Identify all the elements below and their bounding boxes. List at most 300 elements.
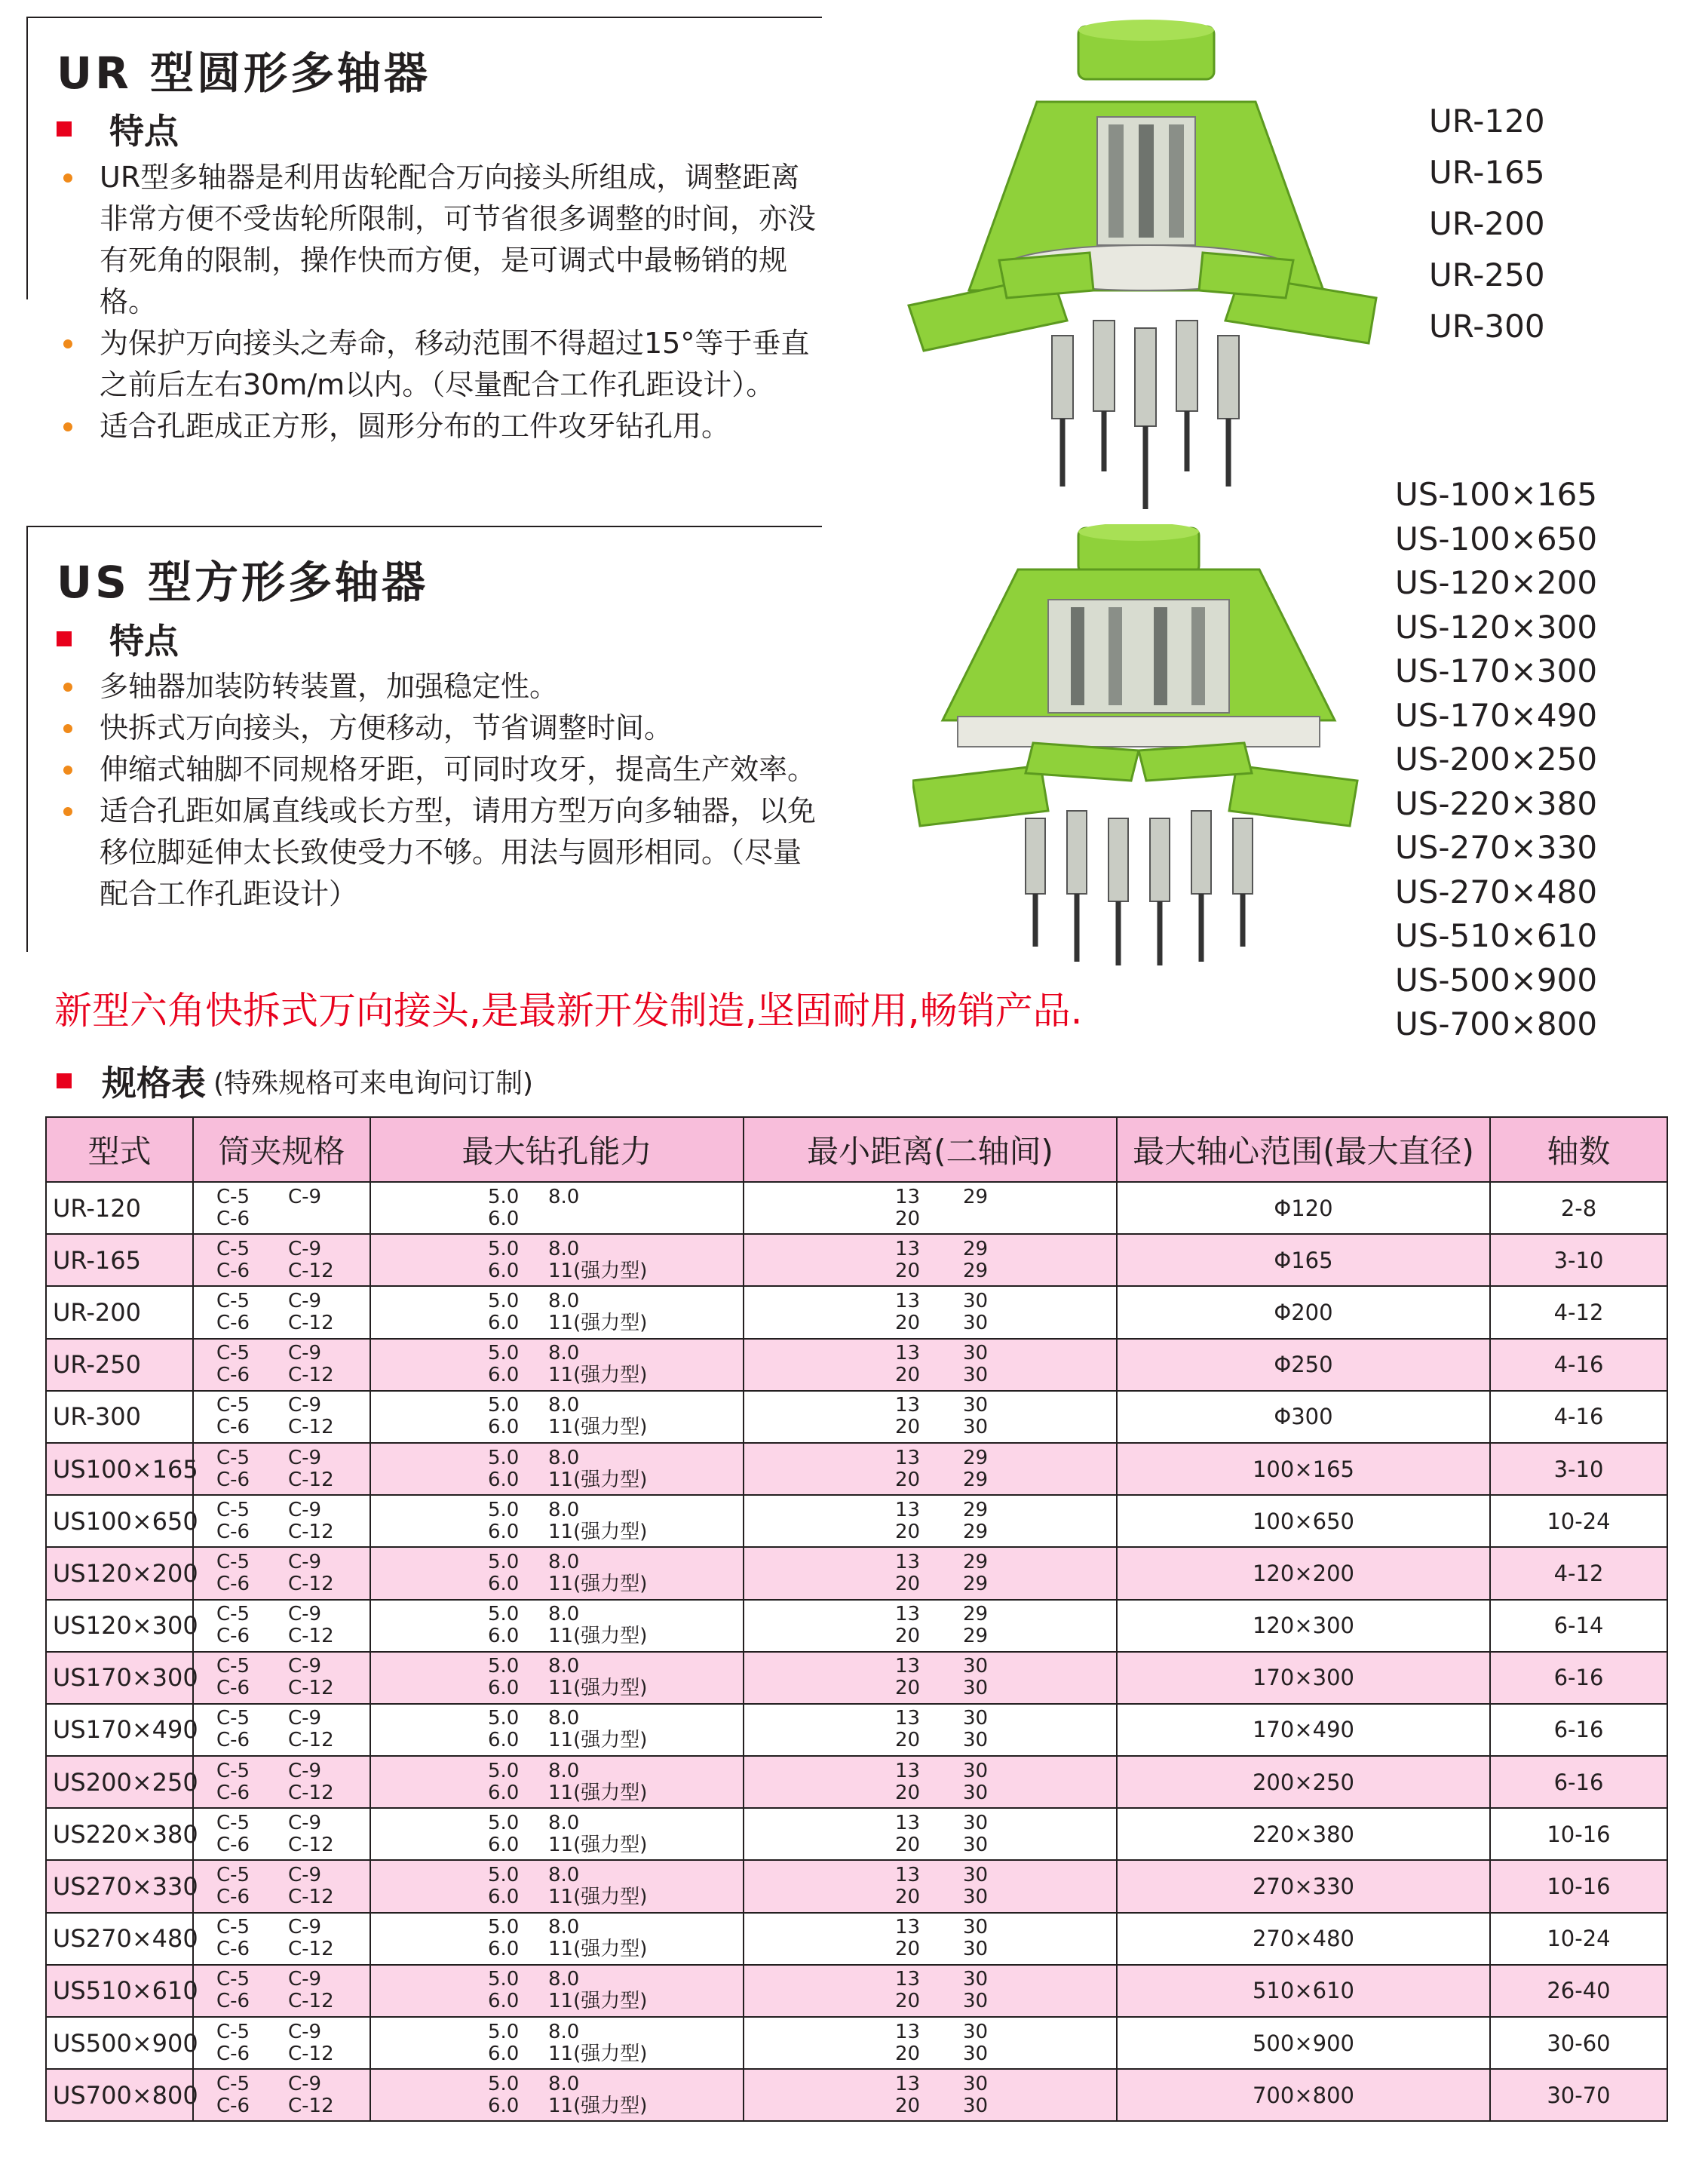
dist-line <box>895 1343 1116 1364</box>
cell-model: US500×900 <box>46 2017 193 2069</box>
drill-line <box>488 1991 743 2012</box>
clamp-values <box>194 2073 370 2117</box>
cell-range: 220×380 <box>1117 1808 1490 1860</box>
ur-section-title: UR 型圆形多轴器 <box>57 48 431 99</box>
clamp-value: C-5 <box>216 2072 250 2095</box>
us-features-label: 特点 <box>109 621 179 661</box>
clamp-value: C-6 <box>216 2094 250 2117</box>
ur-feature-item <box>62 323 816 406</box>
drill-values <box>371 1186 743 1230</box>
cell-clamp <box>193 1704 370 1756</box>
drill-value: 6.0 <box>488 1572 520 1595</box>
dist-values <box>744 1917 1116 1960</box>
dist-value: 20 <box>895 1938 921 1961</box>
orange-dot-icon <box>63 339 72 348</box>
cell-clamp <box>193 1808 370 1860</box>
clamp-line <box>216 1573 370 1595</box>
clamp-value: C-5 <box>216 1342 250 1365</box>
dist-values <box>744 1291 1116 1334</box>
drill-value: 11(强力型) <box>548 1259 648 1282</box>
drill-line <box>488 1552 743 1573</box>
clamp-value: C-9 <box>288 1237 322 1260</box>
dist-value: 29 <box>963 1603 989 1626</box>
cell-dist <box>744 1965 1117 2017</box>
dist-value: 13 <box>895 1759 921 1782</box>
clamp-value: C-12 <box>288 1677 334 1700</box>
drill-line <box>488 1782 743 1804</box>
dist-value: 13 <box>895 2020 921 2043</box>
drill-value: 8.0 <box>548 2072 580 2095</box>
drill-values <box>371 1604 743 1647</box>
dist-value: 20 <box>895 1781 921 1804</box>
dist-line <box>895 1938 1116 1960</box>
table-row <box>46 1391 1667 1443</box>
clamp-line <box>216 1969 370 1991</box>
dist-line <box>895 1708 1116 1730</box>
header-distance: 最小距离(二轴间) <box>744 1117 1117 1182</box>
drill-value: 8.0 <box>548 1237 580 1260</box>
cell-drill <box>370 1234 744 1286</box>
clamp-value: C-12 <box>288 1259 334 1282</box>
cell-drill <box>370 1965 744 2017</box>
drill-line <box>488 1417 743 1438</box>
drill-value: 5.0 <box>488 1185 520 1208</box>
red-square-icon <box>57 631 72 646</box>
dist-line <box>895 1260 1116 1282</box>
drill-value: 11(强力型) <box>548 1729 648 1752</box>
us-model-name: US-100×650 <box>1395 520 1598 557</box>
red-square-icon <box>57 1073 72 1088</box>
drill-line <box>488 1625 743 1647</box>
clamp-value: C-6 <box>216 1207 250 1230</box>
dist-values <box>744 1604 1116 1647</box>
drill-line <box>488 2073 743 2095</box>
clamp-line <box>216 1604 370 1625</box>
dist-value: 20 <box>895 1990 921 2013</box>
ur-feature-text: UR型多轴器是利用齿轮配合万向接头所组成，调整距离非常方便不受齿轮所限制，可节省很多调整的时间，亦没有死角的限制，操作快而方便，是可调式中最畅销的规格。 <box>100 161 817 318</box>
drill-value: 5.0 <box>488 2020 520 2043</box>
cell-range: 100×650 <box>1117 1495 1490 1547</box>
us-model-name: US-510×610 <box>1395 917 1598 954</box>
clamp-line <box>216 1364 370 1386</box>
dist-value: 20 <box>895 1207 921 1230</box>
drill-values <box>371 2021 743 2065</box>
clamp-value: C-6 <box>216 2042 250 2065</box>
dist-values <box>744 1865 1116 1908</box>
clamp-value: C-12 <box>288 1572 334 1595</box>
clamp-value: C-9 <box>288 1968 322 1991</box>
drill-values <box>371 1291 743 1334</box>
cell-axes: 10-16 <box>1490 1860 1667 1912</box>
clamp-value: C-12 <box>288 1520 334 1543</box>
drill-line <box>488 1573 743 1595</box>
clamp-value: C-5 <box>216 1864 250 1887</box>
us-model-name: US-220×380 <box>1395 784 1598 822</box>
cell-clamp <box>193 1913 370 1965</box>
clamp-value: C-5 <box>216 1603 250 1626</box>
drill-values <box>371 1813 743 1856</box>
dist-line <box>895 1917 1116 1938</box>
drill-values <box>371 1552 743 1595</box>
drill-value: 8.0 <box>548 1289 580 1312</box>
cell-range: 270×480 <box>1117 1913 1490 1965</box>
drill-value: 11(强力型) <box>548 1886 648 1909</box>
cell-range: 270×330 <box>1117 1860 1490 1912</box>
cell-clamp <box>193 1652 370 1704</box>
clamp-value: C-6 <box>216 1677 250 1700</box>
clamp-value: C-5 <box>216 1446 250 1469</box>
clamp-value: C-9 <box>288 1811 322 1834</box>
cell-drill <box>370 1600 744 1652</box>
clamp-line <box>216 1291 370 1312</box>
clamp-value: C-9 <box>288 1603 322 1626</box>
dist-value: 13 <box>895 1498 921 1521</box>
clamp-value: C-12 <box>288 1990 334 2013</box>
header-range: 最大轴心范围(最大直径) <box>1117 1117 1490 1182</box>
drill-value: 6.0 <box>488 1625 520 1648</box>
drill-line <box>488 2043 743 2065</box>
drill-value: 6.0 <box>488 2094 520 2117</box>
dist-value: 13 <box>895 1446 921 1469</box>
dist-line <box>895 1573 1116 1595</box>
drill-values <box>371 1499 743 1543</box>
us-section-title: US 型方形多轴器 <box>57 557 429 608</box>
cell-axes: 4-12 <box>1490 1547 1667 1599</box>
drill-value: 6.0 <box>488 1990 520 2013</box>
us-feature-item <box>62 749 816 790</box>
us-model-name: US-100×165 <box>1395 476 1598 513</box>
red-square-icon <box>57 121 72 137</box>
drill-value: 11(强力型) <box>548 1781 648 1804</box>
spec-header-row <box>46 1117 1667 1182</box>
cell-drill <box>370 1286 744 1338</box>
dist-line <box>895 1208 1116 1230</box>
dist-value: 20 <box>895 1364 921 1387</box>
drill-line <box>488 1291 743 1312</box>
cell-clamp <box>193 1756 370 1808</box>
dist-value: 30 <box>963 1677 989 1700</box>
drill-line <box>488 1499 743 1521</box>
drill-value: 5.0 <box>488 1498 520 1521</box>
clamp-line <box>216 1469 370 1491</box>
drill-value: 8.0 <box>548 1759 580 1782</box>
drill-values <box>371 1656 743 1699</box>
drill-line <box>488 1447 743 1469</box>
dist-value: 13 <box>895 1394 921 1417</box>
cell-dist <box>744 1600 1117 1652</box>
clamp-line <box>216 1865 370 1886</box>
table-row <box>46 1495 1667 1547</box>
drill-value: 11(强力型) <box>548 1311 648 1334</box>
clamp-values <box>194 1865 370 1908</box>
table-row <box>46 1286 1667 1338</box>
drill-line <box>488 1312 743 1334</box>
table-row <box>46 1965 1667 2017</box>
drill-value: 6.0 <box>488 1259 520 1282</box>
dist-line <box>895 1865 1116 1886</box>
drill-values <box>371 1969 743 2012</box>
us-feature-list <box>62 666 816 915</box>
cell-drill <box>370 1808 744 1860</box>
dist-values <box>744 1813 1116 1856</box>
dist-value: 30 <box>963 1781 989 1804</box>
clamp-value: C-12 <box>288 2042 334 2065</box>
cell-axes: 4-16 <box>1490 1339 1667 1391</box>
clamp-value: C-9 <box>288 1864 322 1887</box>
cell-dist <box>744 1913 1117 1965</box>
cell-dist <box>744 2017 1117 2069</box>
dist-values <box>744 2073 1116 2117</box>
header-model: 型式 <box>46 1117 193 1182</box>
cell-drill <box>370 1913 744 1965</box>
dist-values <box>744 1969 1116 2012</box>
dist-values <box>744 1760 1116 1804</box>
ur-multi-spindle-image <box>901 19 1384 517</box>
drill-value: 8.0 <box>548 1498 580 1521</box>
us-model-name: US-170×490 <box>1395 696 1598 734</box>
dist-value: 30 <box>963 1416 989 1439</box>
clamp-value: C-5 <box>216 1916 250 1939</box>
clamp-values <box>194 1552 370 1595</box>
table-row <box>46 1913 1667 1965</box>
clamp-values <box>194 1656 370 1699</box>
cell-axes: 3-10 <box>1490 1443 1667 1495</box>
cell-clamp <box>193 1286 370 1338</box>
clamp-line <box>216 1343 370 1364</box>
drill-values <box>371 1917 743 1960</box>
table-row <box>46 1600 1667 1652</box>
drill-value: 5.0 <box>488 1707 520 1730</box>
cell-dist <box>744 1495 1117 1547</box>
clamp-value: C-6 <box>216 1990 250 2013</box>
dist-line <box>895 1447 1116 1469</box>
cell-model: UR-200 <box>46 1286 193 1338</box>
clamp-value: C-9 <box>288 1446 322 1469</box>
cell-axes: 6-16 <box>1490 1704 1667 1756</box>
dist-value: 13 <box>895 1968 921 1991</box>
dist-value: 20 <box>895 1833 921 1856</box>
cell-clamp <box>193 1339 370 1391</box>
drill-value: 6.0 <box>488 1311 520 1334</box>
dist-line <box>895 1656 1116 1677</box>
clamp-value: C-12 <box>288 1781 334 1804</box>
clamp-values <box>194 2021 370 2065</box>
table-row <box>46 2069 1667 2121</box>
dist-value: 13 <box>895 1707 921 1730</box>
cell-clamp <box>193 2069 370 2121</box>
us-model-name: US-700×800 <box>1395 1005 1598 1042</box>
cell-drill <box>370 2017 744 2069</box>
spec-title: 规格表 <box>102 1063 206 1103</box>
dist-value: 30 <box>963 1811 989 1834</box>
drill-values <box>371 1865 743 1908</box>
clamp-value: C-12 <box>288 1311 334 1334</box>
promo-text: 新型六角快拆式万向接头,是最新开发制造,坚固耐用,畅销产品. <box>54 989 1083 1033</box>
clamp-value: C-9 <box>288 1550 322 1573</box>
clamp-value: C-9 <box>288 1289 322 1312</box>
drill-value: 6.0 <box>488 1729 520 1752</box>
cell-range: 120×200 <box>1117 1547 1490 1599</box>
dist-value: 30 <box>963 1938 989 1961</box>
dist-value: 30 <box>963 2020 989 2043</box>
drill-values <box>371 1447 743 1491</box>
cell-axes: 3-10 <box>1490 1234 1667 1286</box>
orange-dot-icon <box>63 422 72 431</box>
cell-dist <box>744 1547 1117 1599</box>
ur-model-list <box>1429 96 1545 352</box>
header-drill: 最大钻孔能力 <box>370 1117 744 1182</box>
table-row <box>46 1547 1667 1599</box>
cell-clamp <box>193 1182 370 1234</box>
cell-dist <box>744 1443 1117 1495</box>
cell-axes: 2-8 <box>1490 1182 1667 1234</box>
dist-value: 20 <box>895 1520 921 1543</box>
dist-line <box>895 1291 1116 1312</box>
clamp-line <box>216 1886 370 1908</box>
drill-line <box>488 1395 743 1417</box>
dist-value: 13 <box>895 2072 921 2095</box>
drill-line <box>488 2095 743 2117</box>
clamp-value: C-9 <box>288 1185 322 1208</box>
clamp-value: C-6 <box>216 1311 250 1334</box>
clamp-line <box>216 1782 370 1804</box>
dist-value: 30 <box>963 1833 989 1856</box>
cell-range: 200×250 <box>1117 1756 1490 1808</box>
ur-model-name: UR-200 <box>1429 205 1545 242</box>
us-model-name: US-500×900 <box>1395 961 1598 999</box>
drill-value: 5.0 <box>488 1864 520 1887</box>
cell-model: US170×490 <box>46 1704 193 1756</box>
clamp-line <box>216 1730 370 1751</box>
us-model-name: US-170×300 <box>1395 652 1598 689</box>
drill-value: 5.0 <box>488 1394 520 1417</box>
cell-drill <box>370 1547 744 1599</box>
dist-line <box>895 1677 1116 1699</box>
drill-value: 5.0 <box>488 1759 520 1782</box>
drill-value: 6.0 <box>488 1677 520 1700</box>
cell-range: 700×800 <box>1117 2069 1490 2121</box>
drill-value: 5.0 <box>488 1968 520 1991</box>
us-model-name: US-270×330 <box>1395 829 1598 866</box>
cell-drill <box>370 1391 744 1443</box>
cell-model: US220×380 <box>46 1808 193 1860</box>
orange-dot-icon <box>63 807 72 816</box>
drill-value: 8.0 <box>548 1864 580 1887</box>
clamp-value: C-9 <box>288 1759 322 1782</box>
clamp-values <box>194 1917 370 1960</box>
clamp-value: C-6 <box>216 1886 250 1909</box>
header-axes: 轴数 <box>1490 1117 1667 1182</box>
clamp-line <box>216 2073 370 2095</box>
dist-values <box>744 1499 1116 1543</box>
dist-value: 29 <box>963 1185 989 1208</box>
clamp-line <box>216 1656 370 1677</box>
clamp-value: C-6 <box>216 1468 250 1491</box>
cell-axes: 26-40 <box>1490 1965 1667 2017</box>
cell-model: UR-300 <box>46 1391 193 1443</box>
drill-value: 11(强力型) <box>548 2094 648 2117</box>
drill-value: 11(强力型) <box>548 1677 648 1700</box>
clamp-value: C-9 <box>288 1394 322 1417</box>
cell-axes: 30-60 <box>1490 2017 1667 2069</box>
ur-model-name: UR-120 <box>1429 103 1545 140</box>
cell-dist <box>744 1339 1117 1391</box>
header-clamp: 筒夹规格 <box>193 1117 370 1182</box>
clamp-values <box>194 1969 370 2012</box>
drill-line <box>488 1865 743 1886</box>
dist-value: 30 <box>963 2072 989 2095</box>
dist-value: 30 <box>963 2042 989 2065</box>
clamp-value: C-6 <box>216 1625 250 1648</box>
dist-line <box>895 1760 1116 1782</box>
dist-line <box>895 2043 1116 2065</box>
drill-value: 6.0 <box>488 1833 520 1856</box>
dist-values <box>744 1186 1116 1230</box>
ur-model-name: UR-250 <box>1429 256 1545 293</box>
drill-value: 11(强力型) <box>548 1364 648 1387</box>
clamp-values <box>194 1343 370 1386</box>
dist-value: 29 <box>963 1550 989 1573</box>
dist-line <box>895 1969 1116 1991</box>
cell-dist <box>744 1391 1117 1443</box>
ur-feature-list <box>62 157 816 447</box>
drill-value: 6.0 <box>488 1468 520 1491</box>
clamp-value: C-9 <box>288 1342 322 1365</box>
dist-value: 30 <box>963 2094 989 2117</box>
us-section-top-rule <box>26 526 822 527</box>
dist-value: 30 <box>963 1707 989 1730</box>
clamp-value: C-5 <box>216 1655 250 1678</box>
cell-range: Φ250 <box>1117 1339 1490 1391</box>
dist-line <box>895 1395 1116 1417</box>
drill-values <box>371 1239 743 1282</box>
dist-value: 30 <box>963 1990 989 2013</box>
clamp-values <box>194 1395 370 1438</box>
drill-values <box>371 1343 743 1386</box>
ur-features-heading <box>57 104 179 154</box>
clamp-line <box>216 1677 370 1699</box>
cell-dist <box>744 1182 1117 1234</box>
dist-value: 29 <box>963 1572 989 1595</box>
orange-dot-icon <box>63 173 72 183</box>
drill-value: 6.0 <box>488 1886 520 1909</box>
table-row <box>46 1704 1667 1756</box>
dist-value: 13 <box>895 1550 921 1573</box>
drill-value: 5.0 <box>488 1550 520 1573</box>
drill-line <box>488 1730 743 1751</box>
clamp-value: C-5 <box>216 2020 250 2043</box>
cell-range: 510×610 <box>1117 1965 1490 2017</box>
dist-value: 30 <box>963 1886 989 1909</box>
drill-value: 5.0 <box>488 1603 520 1626</box>
drill-line <box>488 1886 743 1908</box>
drill-line <box>488 1521 743 1543</box>
cell-model: UR-165 <box>46 1234 193 1286</box>
cell-model: US170×300 <box>46 1652 193 1704</box>
cell-dist <box>744 1704 1117 1756</box>
drill-value: 8.0 <box>548 1342 580 1365</box>
dist-values <box>744 2021 1116 2065</box>
us-feature-text: 适合孔距如属直线或长方型，请用方型万向多轴器，以免移位脚延伸太长致使受力不够。用法与圆形相同。（尽量配合工作孔距设计） <box>100 794 817 910</box>
drill-line <box>488 1260 743 1282</box>
clamp-line <box>216 1938 370 1960</box>
cell-drill <box>370 1652 744 1704</box>
cell-dist <box>744 1652 1117 1704</box>
cell-model: US700×800 <box>46 2069 193 2121</box>
clamp-values <box>194 1447 370 1491</box>
ur-feature-item <box>62 406 816 447</box>
clamp-value: C-9 <box>288 2072 322 2095</box>
